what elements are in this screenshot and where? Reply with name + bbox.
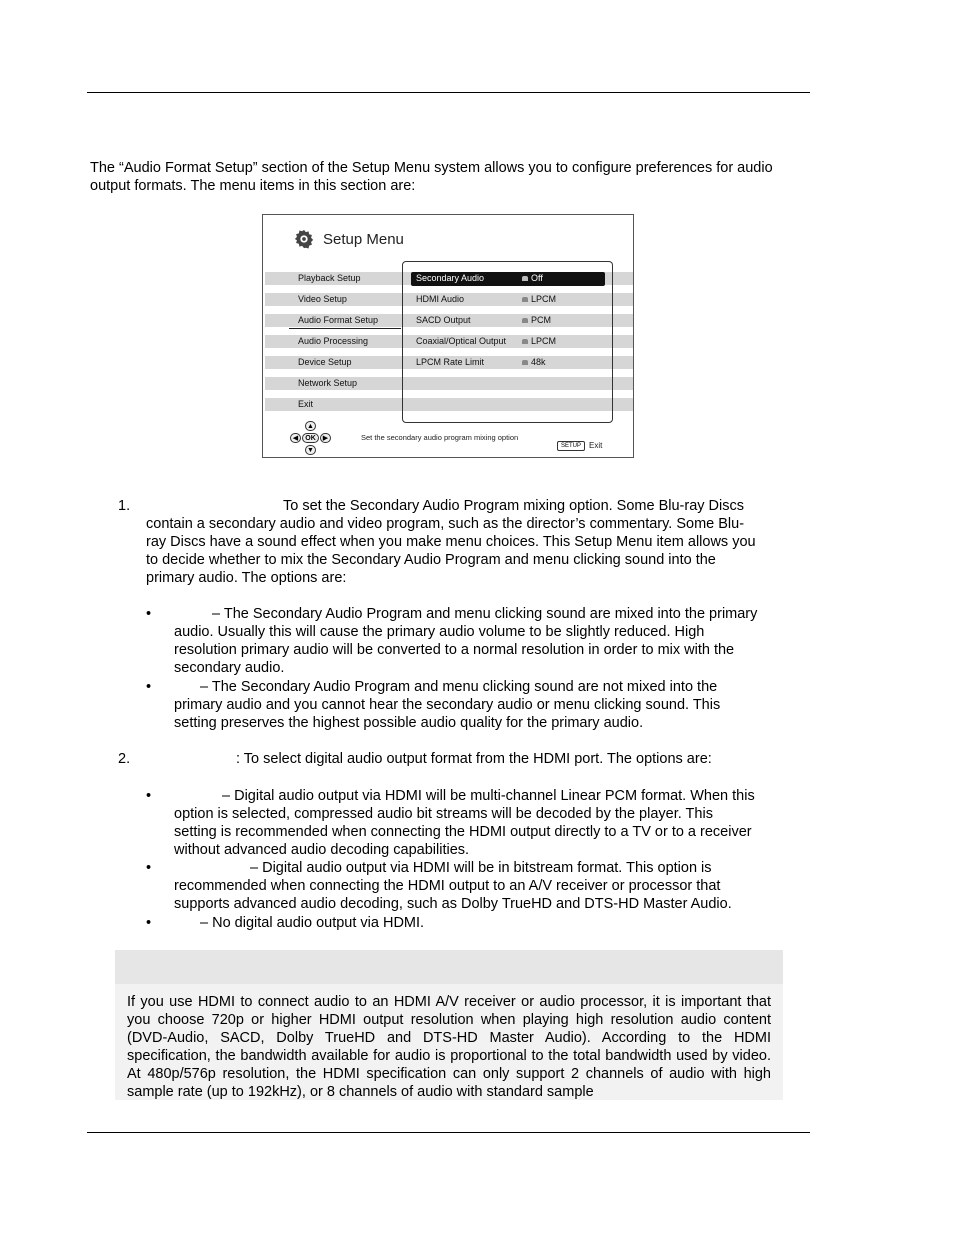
bullet-1a-line-3: resolution primary audio will be converted to a normal resolution in order to mix with the — [174, 642, 735, 658]
option-value-lpcm-rate-limit: 48k — [522, 357, 546, 367]
right-arrow-icon: ▶ — [320, 433, 331, 443]
bullet-1b: • — [146, 679, 152, 695]
bullet-2a-line-3: setting is recommended when connecting the HDMI output directly to a TV or to a receiver — [174, 824, 752, 840]
exit-hint-label: Exit — [589, 441, 603, 450]
item-1-line-1: To set the Secondary Audio Program mixing option. Some Blu-ray Discs — [283, 498, 744, 514]
setup-menu-title: Setup Menu — [323, 230, 404, 248]
setup-menu-header — [293, 227, 404, 251]
item-1-number: 1. — [118, 498, 131, 514]
menu-hint-text: Set the secondary audio program mixing option — [361, 433, 519, 442]
item-2-line-1: : To select digital audio output format from the HDMI port. The options are: — [236, 751, 712, 767]
bullet-2b-line-3: supports advanced audio decoding, such as Dolby TrueHD and DTS-HD Master Audio. — [174, 896, 732, 912]
bullet-1a-line-2: audio. Usually this will cause the primary audio volume to be slightly reduced. High — [174, 624, 705, 640]
bullet-1b-line-2: primary audio and you cannot hear the secondary audio or menu clicking sound. This — [174, 697, 721, 713]
intro-paragraph: The “Audio Format Setup” section of the Setup Menu system allows you to configure preferences for audio output formats. The menu items in this section are: — [90, 160, 773, 194]
option-value-secondary-audio: Off — [522, 273, 543, 283]
bullet-2c: • — [146, 915, 152, 931]
down-arrow-icon: ▼ — [305, 445, 316, 455]
menu-item-network-setup[interactable]: Network Setup — [298, 378, 358, 388]
gear-icon — [293, 228, 315, 250]
bullet-1a-line-4: secondary audio. — [174, 660, 285, 676]
option-hdmi-audio[interactable]: HDMI Audio — [416, 294, 465, 304]
item-1-line-5: primary audio. The options are: — [146, 570, 347, 586]
menu-item-audio-format-setup[interactable]: Audio Format Setup — [298, 315, 379, 325]
option-lpcm-rate-limit[interactable]: LPCM Rate Limit — [416, 357, 485, 367]
option-sacd-output[interactable]: SACD Output — [416, 315, 471, 325]
note-box — [115, 984, 783, 1100]
menu-item-device-setup[interactable]: Device Setup — [298, 357, 352, 367]
active-category-underline — [289, 328, 401, 329]
bullet-2a-line-2: option is selected, compressed audio bit streams will be decoded by the player. This — [174, 806, 713, 822]
item-2-number: 2. — [118, 751, 131, 767]
setup-button-icon: SETUP — [557, 441, 585, 451]
menu-item-playback-setup[interactable]: Playback Setup — [298, 273, 361, 283]
option-coaxial-optical-output[interactable]: Coaxial/Optical Output — [416, 336, 507, 346]
bullet-2a: • — [146, 788, 152, 804]
option-value-sacd-output: PCM — [522, 315, 551, 325]
bullet-2a-line-4: without advanced audio decoding capabilities. — [174, 842, 470, 858]
up-arrow-icon: ▲ — [305, 421, 316, 431]
option-value-hdmi-audio: LPCM — [522, 294, 556, 304]
item-1-line-3: ray Discs have a sound effect when you make menu choices. This Setup Menu item allows you — [146, 534, 756, 550]
note-header-bar — [115, 950, 783, 984]
option-value-coaxial-optical-output: LPCM — [522, 336, 556, 346]
option-secondary-audio[interactable]: Secondary Audio — [416, 273, 485, 283]
left-arrow-icon: ◀ — [290, 433, 301, 443]
bullet-2c-line-1: – No digital audio output via HDMI. — [200, 915, 425, 931]
bullet-2b-line-1: – Digital audio output via HDMI will be in bitstream format. This option is — [250, 860, 712, 876]
item-1-line-4: to decide whether to mix the Secondary Audio Program and menu clicking sound into the — [146, 552, 716, 568]
bullet-1b-line-1: – The Secondary Audio Program and menu clicking sound are not mixed into the — [200, 679, 718, 695]
bullet-2a-line-1: – Digital audio output via HDMI will be multi-channel Linear PCM format. When this — [222, 788, 755, 804]
menu-item-exit[interactable]: Exit — [298, 399, 314, 409]
menu-item-audio-processing[interactable]: Audio Processing — [298, 336, 369, 346]
setup-menu-screenshot — [262, 214, 634, 458]
ok-button-icon: OK — [302, 433, 319, 443]
note-text: If you use HDMI to connect audio to an HDMI A/V receiver or audio processor, it is important that you choose 720p or higher HDMI output resolution when playing high resolution audio content (DVD-Audio, SACD, Dolby TrueHD and DTS-HD Master Audio). According to the HDMI specification, the bandwidth available for audio is proportional to the total bandwidth used by video. At 480p/576p resolution, the HDMI specification can only support 2 channels of audio with high sample rate (up to 192kHz), or 8 channels of audio with standard sample — [127, 994, 771, 1100]
bullet-2b-line-2: recommended when connecting the HDMI output to an A/V receiver or processor that — [174, 878, 721, 894]
bullet-2b: • — [146, 860, 152, 876]
bullet-1a-line-1: – The Secondary Audio Program and menu clicking sound are mixed into the primary — [212, 606, 758, 622]
header-rule — [87, 92, 810, 93]
bullet-1b-line-3: setting preserves the highest possible audio quality for the primary audio. — [174, 715, 644, 731]
footer-rule — [87, 1132, 810, 1133]
bullet-1a: • — [146, 606, 152, 622]
menu-item-video-setup[interactable]: Video Setup — [298, 294, 347, 304]
navigation-pad — [290, 421, 332, 455]
item-1-line-2: contain a secondary audio and video program, such as the director’s commentary. Some Blu- — [146, 516, 745, 532]
